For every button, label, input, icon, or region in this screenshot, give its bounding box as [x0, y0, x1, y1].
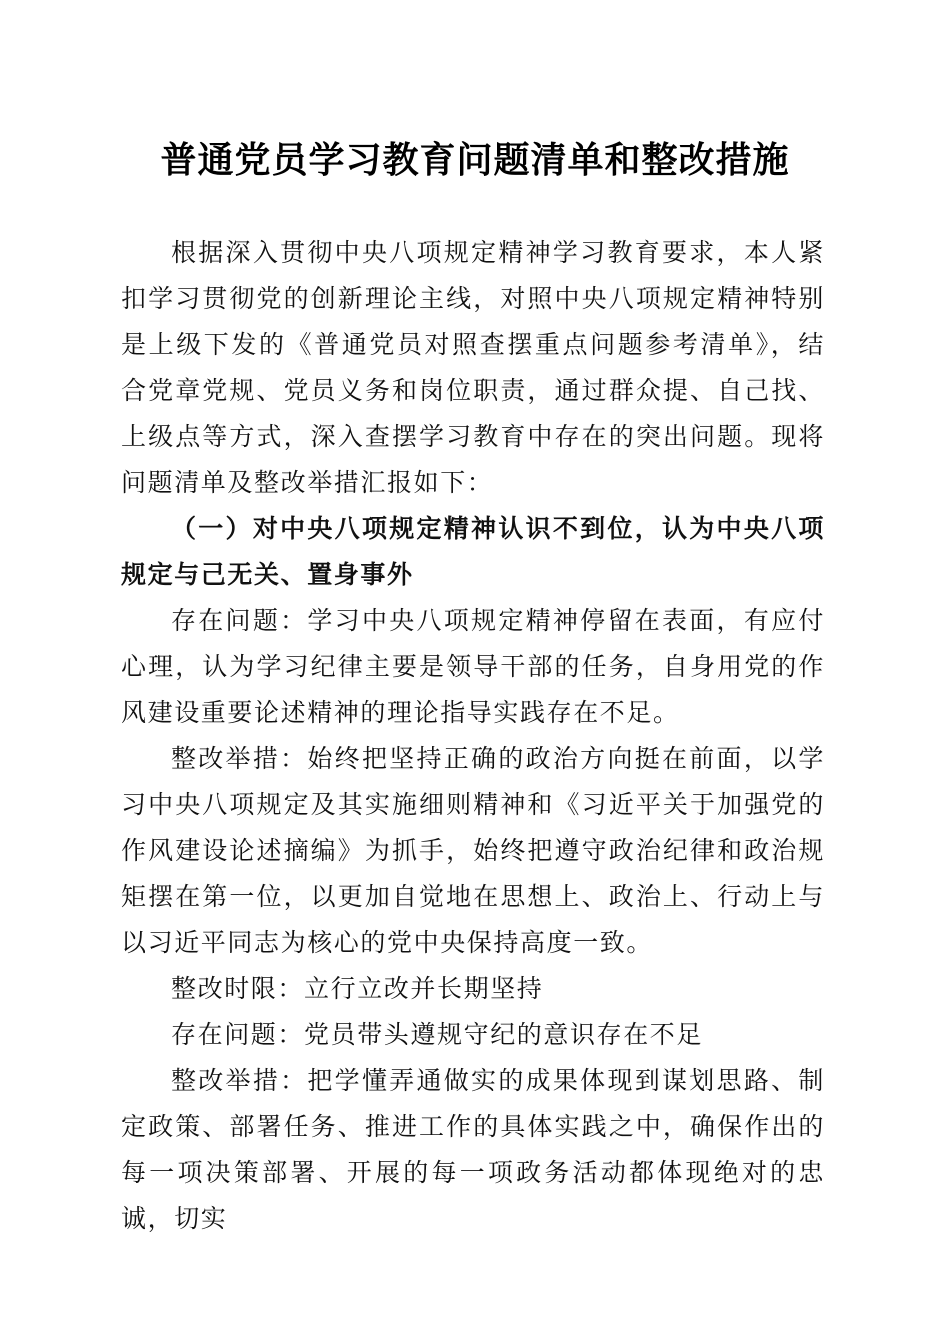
problem-paragraph: 存在问题：学习中央八项规定精神停留在表面，有应付心理，认为学习纪律主要是领导干部的任务，自身用党的作风建设重要论述精神的理论指导实践存在不足。: [121, 606, 825, 727]
measure-paragraph: 整改举措：始终把坚持正确的政治方向挺在前面，以学习中央八项规定及其实施细则精神和《习近平关于加强党的作风建设论述摘编》为抓手，始终把遵守政治纪律和政治规矩摆在第一位，以更加自觉地在思想上、政治上、行动上与以习近平同志为核心的党中央保持高度一致。: [121, 744, 825, 957]
problem-paragraph-2: 存在问题：党员带头遵规守纪的意识存在不足: [171, 1020, 704, 1049]
document-title: 普通党员学习教育问题清单和整改措施: [160, 139, 790, 181]
measure-paragraph-2: 整改举措：把学懂弄通做实的成果体现到谋划思路、制定政策、部署任务、推进工作的具体实践之中，确保作出的每一项决策部署、开展的每一项政务活动都体现绝对的忠诚，切实: [121, 1066, 825, 1233]
section-heading-1: （一）对中央八项规定精神认识不到位，认为中央八项规定与己无关、置身事外: [121, 514, 825, 589]
document-body: [121, 230, 825, 1242]
deadline-paragraph: 整改时限：立行立改并长期坚持: [171, 974, 544, 1003]
intro-paragraph: 根据深入贯彻中央八项规定精神学习教育要求，本人紧扣学习贯彻党的创新理论主线，对照中央八项规定精神特别是上级下发的《普通党员对照查摆重点问题参考清单》，结合党章党规、党员义务和岗位职责，通过群众提、自己找、上级点等方式，深入查摆学习教育中存在的突出问题。现将问题清单及整改举措汇报如下：: [121, 238, 825, 497]
